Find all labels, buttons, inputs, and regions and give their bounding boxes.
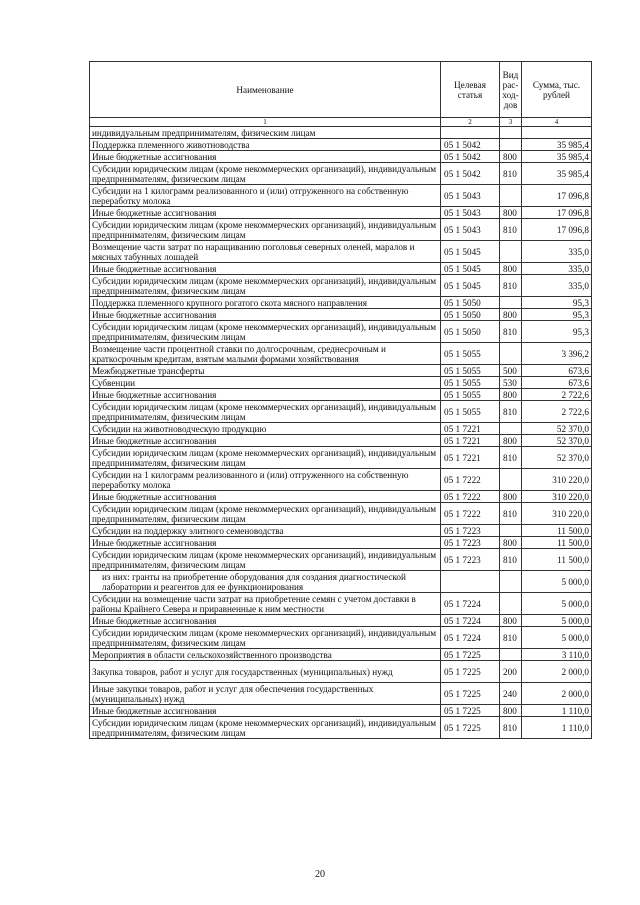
row-target-article: 05 1 5055 bbox=[441, 343, 500, 365]
row-target-article: 05 1 7222 bbox=[441, 503, 500, 525]
column-number: 2 bbox=[441, 118, 500, 127]
row-target-article: 05 1 5042 bbox=[441, 139, 500, 151]
row-target-article: 05 1 5050 bbox=[441, 309, 500, 321]
row-name: Межбюджетные трансферты bbox=[90, 365, 441, 377]
table-row bbox=[90, 151, 592, 163]
row-name: Субсидии юридическим лицам (кроме некоммерческих организаций), индивидуальным предпринимателям, физическим лицам bbox=[90, 447, 441, 469]
row-target-article: 05 1 7225 bbox=[441, 683, 500, 705]
row-target-article: 05 1 5050 bbox=[441, 321, 500, 343]
row-target-article: 05 1 7224 bbox=[441, 627, 500, 649]
row-expense-type bbox=[500, 593, 522, 615]
row-target-article: 05 1 5045 bbox=[441, 275, 500, 297]
row-expense-type: 810 bbox=[500, 447, 522, 469]
row-target-article: 05 1 5045 bbox=[441, 263, 500, 275]
row-target-article: 05 1 5042 bbox=[441, 151, 500, 163]
row-target-article bbox=[441, 571, 500, 593]
table-row bbox=[90, 491, 592, 503]
row-target-article: 05 1 7224 bbox=[441, 593, 500, 615]
row-sum: 673,6 bbox=[522, 377, 592, 389]
row-name: Субсидии юридическим лицам (кроме некоммерческих организаций), индивидуальным предпринимателям, физическим лицам bbox=[90, 163, 441, 185]
row-sum bbox=[522, 127, 592, 139]
row-sum: 335,0 bbox=[522, 275, 592, 297]
row-expense-type: 800 bbox=[500, 207, 522, 219]
header-name: Наименование bbox=[90, 62, 441, 118]
row-target-article: 05 1 7222 bbox=[441, 469, 500, 491]
row-sum: 95,3 bbox=[522, 297, 592, 309]
row-sum: 2 722,6 bbox=[522, 389, 592, 401]
row-target-article: 05 1 7225 bbox=[441, 705, 500, 717]
table-row bbox=[90, 219, 592, 241]
row-expense-type: 810 bbox=[500, 163, 522, 185]
row-target-article bbox=[441, 127, 500, 139]
table-row bbox=[90, 139, 592, 151]
row-expense-type: 810 bbox=[500, 627, 522, 649]
row-name: Субсидии на животноводческую продукцию bbox=[90, 423, 441, 435]
row-name: Субсидии юридическим лицам (кроме некоммерческих организаций), индивидуальным предпринимателям, физическим лицам bbox=[90, 275, 441, 297]
row-name: Закупка товаров, работ и услуг для государственных (муниципальных) нужд bbox=[90, 661, 441, 683]
row-expense-type bbox=[500, 343, 522, 365]
table-header-row bbox=[90, 62, 592, 118]
row-sum: 310 220,0 bbox=[522, 469, 592, 491]
row-name: Субсидии юридическим лицам (кроме некоммерческих организаций), индивидуальным предпринимателям, физическим лицам bbox=[90, 219, 441, 241]
row-name: Иные бюджетные ассигнования bbox=[90, 263, 441, 275]
row-name: Субсидии на поддержку элитного семеноводства bbox=[90, 525, 441, 537]
row-target-article: 05 1 7223 bbox=[441, 537, 500, 549]
table-row bbox=[90, 263, 592, 275]
row-name: Иные бюджетные ассигнования bbox=[90, 537, 441, 549]
row-target-article: 05 1 7223 bbox=[441, 525, 500, 537]
table-row bbox=[90, 377, 592, 389]
row-sum: 17 096,8 bbox=[522, 185, 592, 207]
header-expense-type: Вид рас-ход-дов bbox=[500, 62, 522, 118]
table-row bbox=[90, 309, 592, 321]
row-target-article: 05 1 5042 bbox=[441, 163, 500, 185]
row-name: Субсидии юридическим лицам (кроме некоммерческих организаций), индивидуальным предпринимателям, физическим лицам bbox=[90, 401, 441, 423]
row-sum: 11 500,0 bbox=[522, 549, 592, 571]
row-sum: 52 370,0 bbox=[522, 435, 592, 447]
row-sum: 335,0 bbox=[522, 241, 592, 263]
row-sum: 5 000,0 bbox=[522, 593, 592, 615]
row-expense-type: 810 bbox=[500, 401, 522, 423]
row-target-article: 05 1 5055 bbox=[441, 401, 500, 423]
row-expense-type: 240 bbox=[500, 683, 522, 705]
row-sum: 335,0 bbox=[522, 263, 592, 275]
row-target-article: 05 1 7224 bbox=[441, 615, 500, 627]
row-name: Возмещение части затрат по наращиванию поголовья северных оленей, маралов и мясных табунных лошадей bbox=[90, 241, 441, 263]
table-row bbox=[90, 615, 592, 627]
row-target-article: 05 1 7223 bbox=[441, 549, 500, 571]
row-expense-type bbox=[500, 649, 522, 661]
row-sum: 52 370,0 bbox=[522, 423, 592, 435]
table-row bbox=[90, 207, 592, 219]
table-row bbox=[90, 127, 592, 139]
row-name: Иные бюджетные ассигнования bbox=[90, 207, 441, 219]
header-target-article: Целевая статья bbox=[441, 62, 500, 118]
row-sum: 3 396,2 bbox=[522, 343, 592, 365]
table-row bbox=[90, 503, 592, 525]
row-name: Поддержка племенного крупного рогатого скота мясного направления bbox=[90, 297, 441, 309]
row-expense-type bbox=[500, 139, 522, 151]
row-expense-type bbox=[500, 571, 522, 593]
row-name: Возмещение части процентной ставки по долгосрочным, среднесрочным и краткосрочным кредитам, взятым малыми формами хозяйствования bbox=[90, 343, 441, 365]
row-sum: 310 220,0 bbox=[522, 503, 592, 525]
row-sum: 310 220,0 bbox=[522, 491, 592, 503]
row-expense-type: 810 bbox=[500, 321, 522, 343]
row-target-article: 05 1 5043 bbox=[441, 219, 500, 241]
row-name: Иные бюджетные ассигнования bbox=[90, 389, 441, 401]
table-row bbox=[90, 571, 592, 593]
row-target-article: 05 1 5050 bbox=[441, 297, 500, 309]
row-name: Иные бюджетные ассигнования bbox=[90, 491, 441, 503]
row-name: Субсидии юридическим лицам (кроме некоммерческих организаций), индивидуальным предпринимателям, физическим лицам bbox=[90, 717, 441, 739]
row-expense-type: 810 bbox=[500, 717, 522, 739]
row-sum: 95,3 bbox=[522, 309, 592, 321]
table-row bbox=[90, 401, 592, 423]
row-name: Субсидии на 1 килограмм реализованного и (или) отгруженного на собственную переработку молока bbox=[90, 185, 441, 207]
row-name: Субсидии юридическим лицам (кроме некоммерческих организаций), индивидуальным предпринимателям, физическим лицам bbox=[90, 627, 441, 649]
row-sum: 2 000,0 bbox=[522, 683, 592, 705]
row-expense-type: 800 bbox=[500, 263, 522, 275]
row-sum: 35 985,4 bbox=[522, 139, 592, 151]
row-name: Иные бюджетные ассигнования bbox=[90, 151, 441, 163]
row-expense-type: 800 bbox=[500, 151, 522, 163]
budget-table bbox=[89, 61, 592, 739]
row-target-article: 05 1 7221 bbox=[441, 447, 500, 469]
row-name: Иные бюджетные ассигнования bbox=[90, 705, 441, 717]
row-name: Субсидии юридическим лицам (кроме некоммерческих организаций), индивидуальным предпринимателям, физическим лицам bbox=[90, 321, 441, 343]
row-expense-type: 810 bbox=[500, 503, 522, 525]
row-target-article: 05 1 7222 bbox=[441, 491, 500, 503]
table-row bbox=[90, 717, 592, 739]
row-target-article: 05 1 7221 bbox=[441, 423, 500, 435]
table-row bbox=[90, 447, 592, 469]
row-sum: 3 110,0 bbox=[522, 649, 592, 661]
row-name: Субсидии на 1 килограмм реализованного и (или) отгруженного на собственную переработку молока bbox=[90, 469, 441, 491]
row-target-article: 05 1 5055 bbox=[441, 377, 500, 389]
row-sum: 5 000,0 bbox=[522, 615, 592, 627]
table-row bbox=[90, 275, 592, 297]
row-target-article: 05 1 5045 bbox=[441, 241, 500, 263]
table-row bbox=[90, 549, 592, 571]
row-sum: 2 000,0 bbox=[522, 661, 592, 683]
row-sum: 673,6 bbox=[522, 365, 592, 377]
table-row bbox=[90, 627, 592, 649]
table-row bbox=[90, 241, 592, 263]
table-row bbox=[90, 389, 592, 401]
table-row bbox=[90, 661, 592, 683]
table-row bbox=[90, 343, 592, 365]
row-expense-type: 200 bbox=[500, 661, 522, 683]
row-expense-type: 530 bbox=[500, 377, 522, 389]
row-sum: 17 096,8 bbox=[522, 219, 592, 241]
row-name: Иные бюджетные ассигнования bbox=[90, 435, 441, 447]
row-sum: 5 000,0 bbox=[522, 627, 592, 649]
row-expense-type bbox=[500, 469, 522, 491]
table-row bbox=[90, 525, 592, 537]
row-name: Иные закупки товаров, работ и услуг для обеспечения государственных (муниципальных) нужд bbox=[90, 683, 441, 705]
column-number: 1 bbox=[90, 118, 441, 127]
row-sum: 1 110,0 bbox=[522, 717, 592, 739]
row-sum: 1 110,0 bbox=[522, 705, 592, 717]
row-sum: 35 985,4 bbox=[522, 151, 592, 163]
table-row bbox=[90, 435, 592, 447]
table-row bbox=[90, 705, 592, 717]
table-row bbox=[90, 649, 592, 661]
row-expense-type: 800 bbox=[500, 491, 522, 503]
row-sum: 11 500,0 bbox=[522, 537, 592, 549]
row-expense-type: 800 bbox=[500, 389, 522, 401]
row-expense-type: 810 bbox=[500, 219, 522, 241]
row-name: Субсидии юридическим лицам (кроме некоммерческих организаций), индивидуальным предпринимателям, физическим лицам bbox=[90, 503, 441, 525]
table-row bbox=[90, 423, 592, 435]
table-row bbox=[90, 297, 592, 309]
row-expense-type bbox=[500, 127, 522, 139]
row-expense-type: 800 bbox=[500, 705, 522, 717]
row-target-article: 05 1 5043 bbox=[441, 185, 500, 207]
row-expense-type: 800 bbox=[500, 309, 522, 321]
page-number: 20 bbox=[315, 869, 325, 880]
table-row bbox=[90, 185, 592, 207]
row-expense-type: 810 bbox=[500, 275, 522, 297]
row-target-article: 05 1 7225 bbox=[441, 717, 500, 739]
row-target-article: 05 1 7225 bbox=[441, 661, 500, 683]
row-sum: 2 722,6 bbox=[522, 401, 592, 423]
row-sum: 35 985,4 bbox=[522, 163, 592, 185]
row-name: Субсидии на возмещение части затрат на приобретение семян с учетом доставки в районы Крайнего Севера и приравненные к ним местности bbox=[90, 593, 441, 615]
row-target-article: 05 1 5043 bbox=[441, 207, 500, 219]
row-name: Иные бюджетные ассигнования bbox=[90, 309, 441, 321]
column-number-row bbox=[90, 118, 592, 127]
row-expense-type: 810 bbox=[500, 549, 522, 571]
row-name: Мероприятия в области сельскохозяйственного производства bbox=[90, 649, 441, 661]
row-name: Субсидии юридическим лицам (кроме некоммерческих организаций), индивидуальным предпринимателям, физическим лицам bbox=[90, 549, 441, 571]
table-row bbox=[90, 365, 592, 377]
row-expense-type bbox=[500, 525, 522, 537]
row-sum: 5 000,0 bbox=[522, 571, 592, 593]
row-name: Субвенции bbox=[90, 377, 441, 389]
row-expense-type: 500 bbox=[500, 365, 522, 377]
column-number: 3 bbox=[500, 118, 522, 127]
row-expense-type bbox=[500, 241, 522, 263]
row-target-article: 05 1 5055 bbox=[441, 365, 500, 377]
row-expense-type: 800 bbox=[500, 615, 522, 627]
header-sum: Сумма, тыс. рублей bbox=[522, 62, 592, 118]
row-name: Поддержка племенного животноводства bbox=[90, 139, 441, 151]
table-body bbox=[90, 127, 592, 739]
row-expense-type bbox=[500, 185, 522, 207]
row-sum: 11 500,0 bbox=[522, 525, 592, 537]
row-sum: 52 370,0 bbox=[522, 447, 592, 469]
table-row bbox=[90, 469, 592, 491]
row-name: индивидуальным предпринимателям, физическим лицам bbox=[90, 127, 441, 139]
table-row bbox=[90, 163, 592, 185]
row-expense-type: 800 bbox=[500, 435, 522, 447]
column-number: 4 bbox=[522, 118, 592, 127]
row-expense-type bbox=[500, 423, 522, 435]
row-name: Иные бюджетные ассигнования bbox=[90, 615, 441, 627]
row-target-article: 05 1 7221 bbox=[441, 435, 500, 447]
table-row bbox=[90, 537, 592, 549]
table-row bbox=[90, 321, 592, 343]
row-expense-type: 800 bbox=[500, 537, 522, 549]
row-sum: 95,3 bbox=[522, 321, 592, 343]
row-target-article: 05 1 5055 bbox=[441, 389, 500, 401]
row-expense-type bbox=[500, 297, 522, 309]
table-row bbox=[90, 593, 592, 615]
row-name: из них: гранты на приобретение оборудования для создания диагностической лаборатории и реагентов для ее функционирования bbox=[90, 571, 441, 593]
row-target-article: 05 1 7225 bbox=[441, 649, 500, 661]
table-row bbox=[90, 683, 592, 705]
row-sum: 17 096,8 bbox=[522, 207, 592, 219]
